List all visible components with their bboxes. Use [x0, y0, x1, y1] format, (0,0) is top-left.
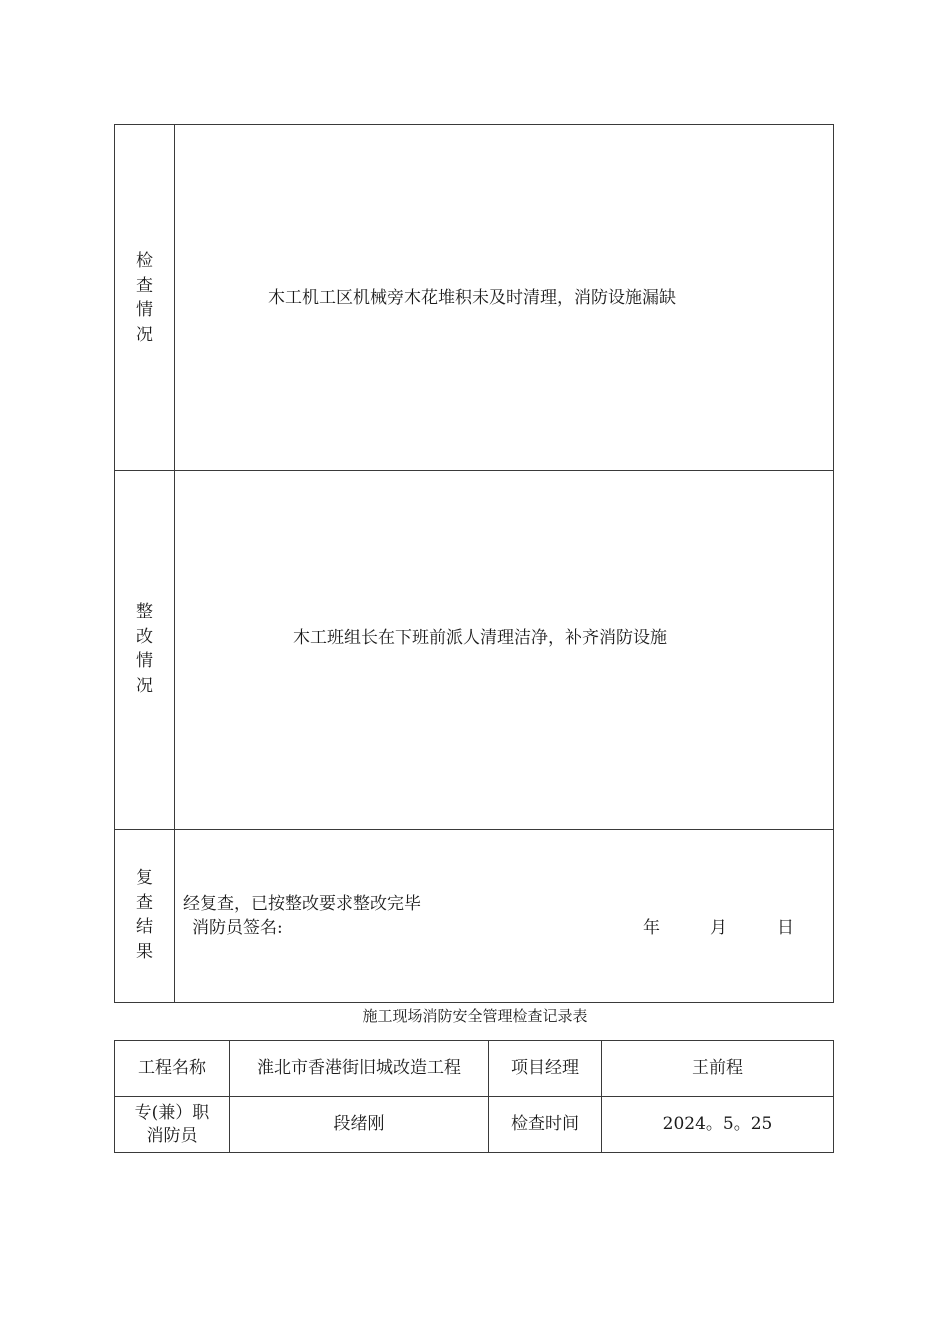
signature-year: 年	[643, 918, 660, 938]
inspection-content: 木工机工区机械旁木花堆积未及时清理，消防设施漏缺	[268, 288, 676, 308]
firefighter-label: 专(兼）职 消防员	[134, 1102, 210, 1146]
row-divider	[114, 470, 834, 471]
table-border-right	[833, 124, 834, 1003]
recheck-content: 经复查，已按整改要求整改完毕	[183, 894, 421, 914]
manager-label: 项目经理	[511, 1057, 579, 1078]
rectification-label: 整 改 情 况	[136, 602, 153, 696]
info-border-right	[833, 1040, 834, 1153]
check-time-label: 检查时间	[511, 1113, 579, 1134]
signature-label: 消防员签名:	[192, 918, 283, 938]
row-divider	[114, 829, 834, 830]
firefighter-value: 段绪刚	[333, 1113, 385, 1134]
check-time-value: 2024。5。25	[662, 1113, 773, 1134]
info-border-bottom	[114, 1152, 834, 1153]
signature-day: 日	[777, 918, 794, 938]
project-name-value: 淮北市香港街旧城改造工程	[257, 1057, 461, 1078]
inspection-label: 检 查 情 况	[136, 251, 153, 345]
signature-month: 月	[710, 918, 727, 938]
recheck-label: 复 查 结 果	[136, 868, 153, 962]
project-name-label: 工程名称	[138, 1057, 206, 1078]
manager-value: 王前程	[692, 1057, 743, 1078]
table-border-top	[114, 124, 834, 125]
table-border-bottom	[114, 1002, 834, 1003]
column-divider	[174, 124, 175, 1003]
rectification-content: 木工班组长在下班前派人清理洁净，补齐消防设施	[293, 628, 667, 648]
form-title: 施工现场消防安全管理检查记录表	[362, 1007, 588, 1025]
